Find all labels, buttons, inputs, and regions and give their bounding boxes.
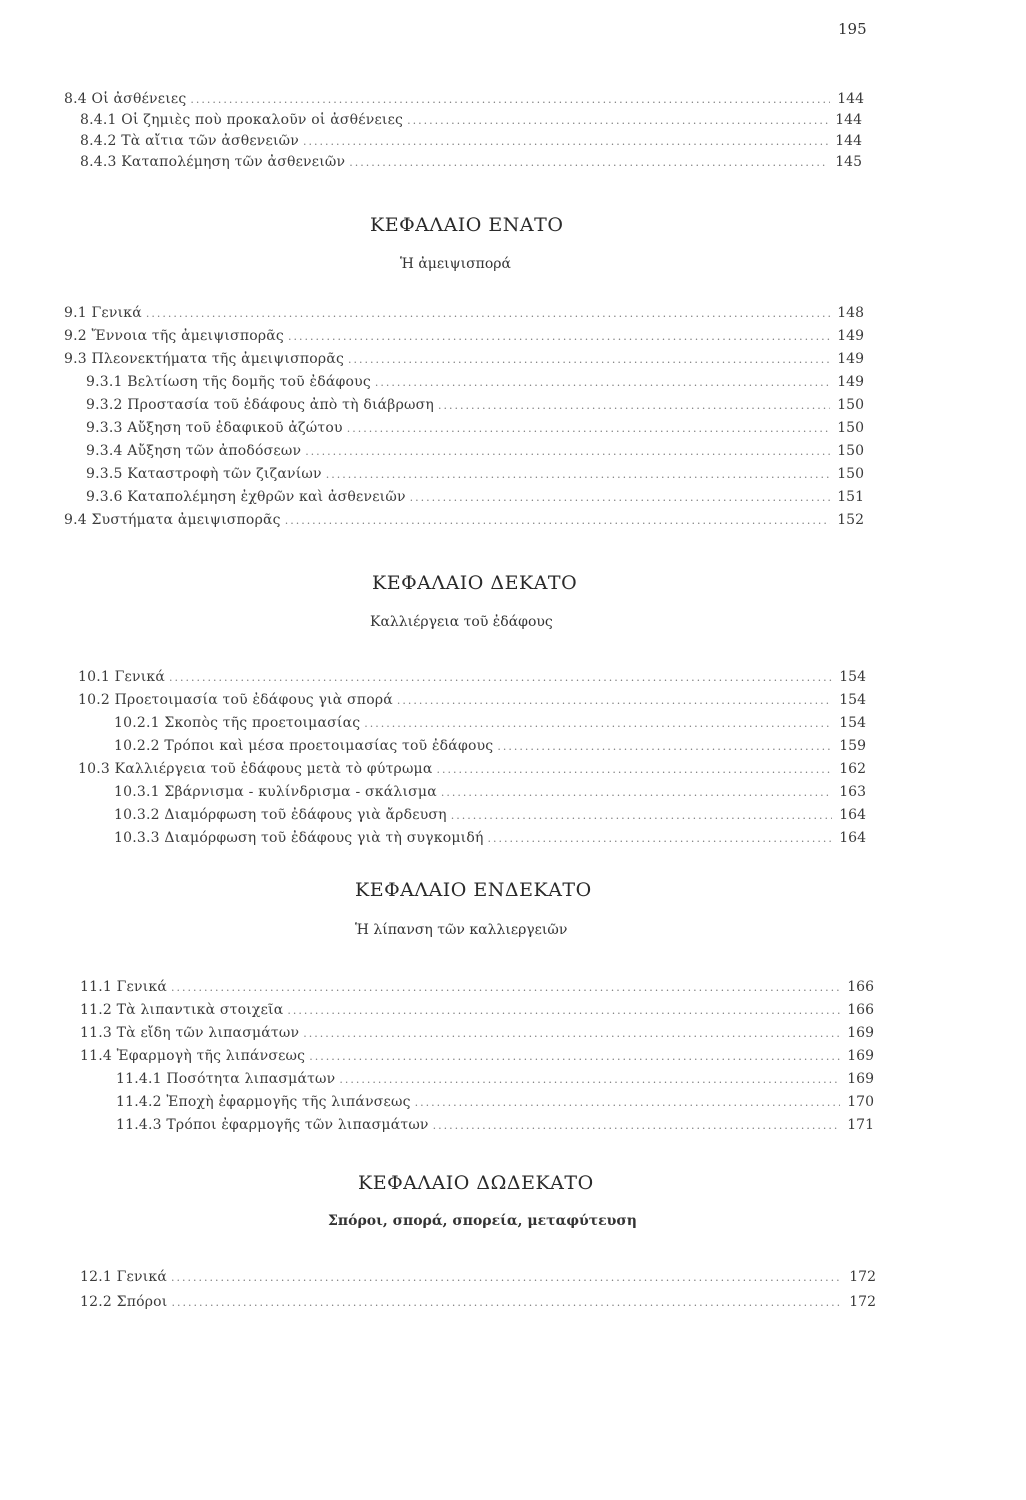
toc-entry-page: 154 (839, 692, 866, 708)
toc-entry-label: 10.1 Γενικά (78, 669, 165, 685)
toc-entry-page: 169 (847, 1071, 874, 1087)
toc-entry-page: 169 (847, 1048, 874, 1064)
toc-entry[interactable] (64, 304, 864, 323)
leader-dots (305, 443, 830, 461)
toc-entry-label: 11.2 Τὰ λιπαντικὰ στοιχεῖα (80, 1002, 284, 1018)
toc-entry-page: 150 (837, 397, 864, 413)
leader-dots (375, 374, 830, 392)
leader-dots (309, 1048, 840, 1066)
toc-entry-label: 11.4.3 Τρόποι ἐφαρμογῆς τῶν λιπασμάτων (116, 1117, 429, 1133)
chapter-heading: ΚΕΦΑΛΑΙΟ ΕΝΑΤΟ (370, 214, 564, 236)
leader-dots (451, 807, 832, 825)
toc-entry[interactable] (80, 1047, 874, 1066)
leader-dots (347, 420, 830, 438)
leader-dots (441, 784, 832, 802)
toc-entry[interactable] (114, 737, 866, 756)
toc-entry-label: 10.2.2 Τρόποι καὶ μέσα προετοιμασίας τοῦ ἐδάφους (114, 738, 494, 754)
toc-entry[interactable] (114, 714, 866, 733)
toc-entry-label: 9.3.2 Προστασία τοῦ ἐδάφους ἀπὸ τὴ διάβρωση (86, 397, 434, 413)
toc-entry[interactable] (116, 1070, 874, 1089)
leader-dots (397, 692, 832, 710)
toc-entry-label: 12.2 Σπόροι (80, 1294, 168, 1310)
toc-entry-label: 11.4.1 Ποσότητα λιπασμάτων (116, 1071, 336, 1087)
toc-entry[interactable] (80, 111, 862, 130)
chapter-subtitle: Ἡ λίπανση τῶν καλλιεργειῶν (355, 922, 568, 938)
toc-entry[interactable] (78, 760, 866, 779)
toc-entry-label: 10.3 Καλλιέργεια τοῦ ἐδάφους μετὰ τὸ φύτρωμα (78, 761, 433, 777)
toc-entry-label: 8.4.3 Καταπολέμηση τῶν ἀσθενειῶν (80, 154, 346, 170)
chapter-heading: ΚΕΦΑΛΑΙΟ ΔΩΔΕΚΑΤΟ (358, 1172, 594, 1194)
toc-entry-page: 152 (837, 512, 864, 528)
toc-entry-page: 164 (839, 830, 866, 846)
toc-entry-page: 144 (835, 112, 862, 128)
leader-dots (287, 1002, 840, 1020)
leader-dots (146, 305, 830, 323)
leader-dots (364, 715, 832, 733)
leader-dots (171, 1269, 842, 1287)
toc-entry-page: 166 (847, 1002, 874, 1018)
toc-entry-page: 154 (839, 669, 866, 685)
toc-entry-label: 10.3.1 Σβάρνισμα - κυλίνδρισμα - σκάλισμα (114, 784, 437, 800)
toc-entry[interactable] (64, 90, 864, 109)
chapter-subtitle: Σπόροι, σπορά, σπορεία, μεταφύτευση (328, 1213, 637, 1229)
toc-entry-label: 11.1 Γενικά (80, 979, 167, 995)
toc-entry[interactable] (114, 829, 866, 848)
toc-entry-page: 151 (837, 489, 864, 505)
toc-entry[interactable] (80, 978, 874, 997)
toc-entry-page: 172 (849, 1294, 876, 1310)
leader-dots (497, 738, 832, 756)
toc-entry[interactable] (80, 153, 862, 172)
toc-entry-page: 162 (839, 761, 866, 777)
leader-dots (433, 1117, 840, 1135)
toc-entry[interactable] (80, 1293, 876, 1312)
toc-entry[interactable] (80, 1024, 874, 1043)
leader-dots (488, 830, 832, 848)
toc-entry[interactable] (86, 419, 864, 438)
toc-entry[interactable] (64, 350, 864, 369)
leader-dots (288, 328, 830, 346)
toc-entry-page: 150 (837, 420, 864, 436)
chapter-subtitle: Ἡ ἀμειψισπορά (400, 256, 511, 272)
toc-entry[interactable] (80, 132, 862, 151)
toc-entry[interactable] (86, 373, 864, 392)
toc-entry-label: 11.3 Τὰ εἴδη τῶν λιπασμάτων (80, 1025, 300, 1041)
page-number: 195 (838, 20, 867, 38)
toc-entry-label: 9.3.6 Καταπολέμηση ἐχθρῶν καὶ ἀσθενειῶν (86, 489, 406, 505)
toc-entry-page: 149 (837, 374, 864, 390)
toc-entry-label: 9.3.3 Αὔξηση τοῦ ἐδαφικοῦ ἀζώτου (86, 420, 343, 436)
chapter-subtitle: Καλλιέργεια τοῦ ἐδάφους (370, 614, 553, 630)
toc-entry-page: 149 (837, 328, 864, 344)
toc-entry-label: 10.3.3 Διαμόρφωση τοῦ ἐδάφους γιὰ τὴ συγκομιδή (114, 830, 484, 846)
toc-entry-page: 144 (837, 91, 864, 107)
toc-entry[interactable] (116, 1116, 874, 1135)
toc-entry[interactable] (64, 511, 864, 530)
leader-dots (190, 91, 830, 109)
toc-entry-page: 171 (847, 1117, 874, 1133)
toc-entry-page: 159 (839, 738, 866, 754)
leader-dots (171, 979, 840, 997)
leader-dots (410, 489, 830, 507)
toc-entry[interactable] (86, 396, 864, 415)
leader-dots (326, 466, 830, 484)
leader-dots (303, 1025, 840, 1043)
chapter-heading: ΚΕΦΑΛΑΙΟ ΔΕΚΑΤΟ (372, 572, 578, 594)
leader-dots (169, 669, 832, 687)
toc-entry-page: 172 (849, 1269, 876, 1285)
toc-entry-label: 10.2.1 Σκοπὸς τῆς προετοιμασίας (114, 715, 361, 731)
toc-entry-page: 163 (839, 784, 866, 800)
toc-entry-page: 150 (837, 443, 864, 459)
toc-entry-label: 9.3.4 Αὔξηση τῶν ἀποδόσεων (86, 443, 302, 459)
toc-entry-label: 8.4 Οἱ ἀσθένειες (64, 91, 187, 107)
toc-entry[interactable] (114, 783, 866, 802)
leader-dots (172, 1294, 843, 1312)
toc-entry-label: 11.4.2 Ἐποχὴ ἐφαρμογῆς τῆς λιπάνσεως (116, 1094, 411, 1110)
toc-entry[interactable] (64, 327, 864, 346)
toc-entry-page: 154 (839, 715, 866, 731)
toc-entry[interactable] (80, 1001, 874, 1020)
toc-entry-label: 8.4.2 Τὰ αἴτια τῶν ἀσθενειῶν (80, 133, 299, 149)
toc-entry[interactable] (78, 691, 866, 710)
leader-dots (285, 512, 830, 530)
leader-dots (437, 761, 832, 779)
toc-entry-label: 10.3.2 Διαμόρφωση τοῦ ἐδάφους γιὰ ἄρδευση (114, 807, 447, 823)
toc-entry-page: 149 (837, 351, 864, 367)
toc-entry-page: 169 (847, 1025, 874, 1041)
leader-dots (348, 351, 830, 369)
toc-entry[interactable] (86, 465, 864, 484)
leader-dots (339, 1071, 840, 1089)
toc-entry-page: 164 (839, 807, 866, 823)
toc-entry-label: 9.2 Ἔννοια τῆς ἀμειψισπορᾶς (64, 328, 284, 344)
leader-dots (407, 112, 828, 130)
leader-dots (438, 397, 830, 415)
toc-entry-page: 166 (847, 979, 874, 995)
toc-entry-label: 9.3.1 Βελτίωση τῆς δομῆς τοῦ ἐδάφους (86, 374, 371, 390)
leader-dots (415, 1094, 840, 1112)
toc-entry-page: 144 (835, 133, 862, 149)
toc-entry[interactable] (86, 488, 864, 507)
toc-entry-label: 9.1 Γενικά (64, 305, 142, 321)
toc-entry[interactable] (80, 1268, 876, 1287)
toc-entry[interactable] (78, 668, 866, 687)
toc-entry-label: 9.3.5 Καταστροφὴ τῶν ζιζανίων (86, 466, 322, 482)
leader-dots (303, 133, 828, 151)
toc-entry-label: 9.4 Συστήματα ἀμειψισπορᾶς (64, 512, 281, 528)
toc-entry[interactable] (114, 806, 866, 825)
toc-entry-label: 11.4 Ἐφαρμογὴ τῆς λιπάνσεως (80, 1048, 306, 1064)
toc-entry-label: 12.1 Γενικά (80, 1269, 167, 1285)
toc-entry[interactable] (86, 442, 864, 461)
toc-entry-label: 8.4.1 Οἱ ζημιὲς ποὺ προκαλοῦν οἱ ἀσθένειες (80, 112, 404, 128)
toc-entry-label: 9.3 Πλεονεκτήματα τῆς ἀμειψισπορᾶς (64, 351, 345, 367)
toc-entry-page: 170 (847, 1094, 874, 1110)
toc-entry-page: 150 (837, 466, 864, 482)
toc-entry-page: 145 (835, 154, 862, 170)
toc-entry-page: 148 (837, 305, 864, 321)
chapter-heading: ΚΕΦΑΛΑΙΟ ΕΝΔΕΚΑΤΟ (355, 879, 592, 901)
toc-entry[interactable] (116, 1093, 874, 1112)
toc-entry-label: 10.2 Προετοιμασία τοῦ ἐδάφους γιὰ σπορά (78, 692, 393, 708)
leader-dots (349, 154, 828, 172)
